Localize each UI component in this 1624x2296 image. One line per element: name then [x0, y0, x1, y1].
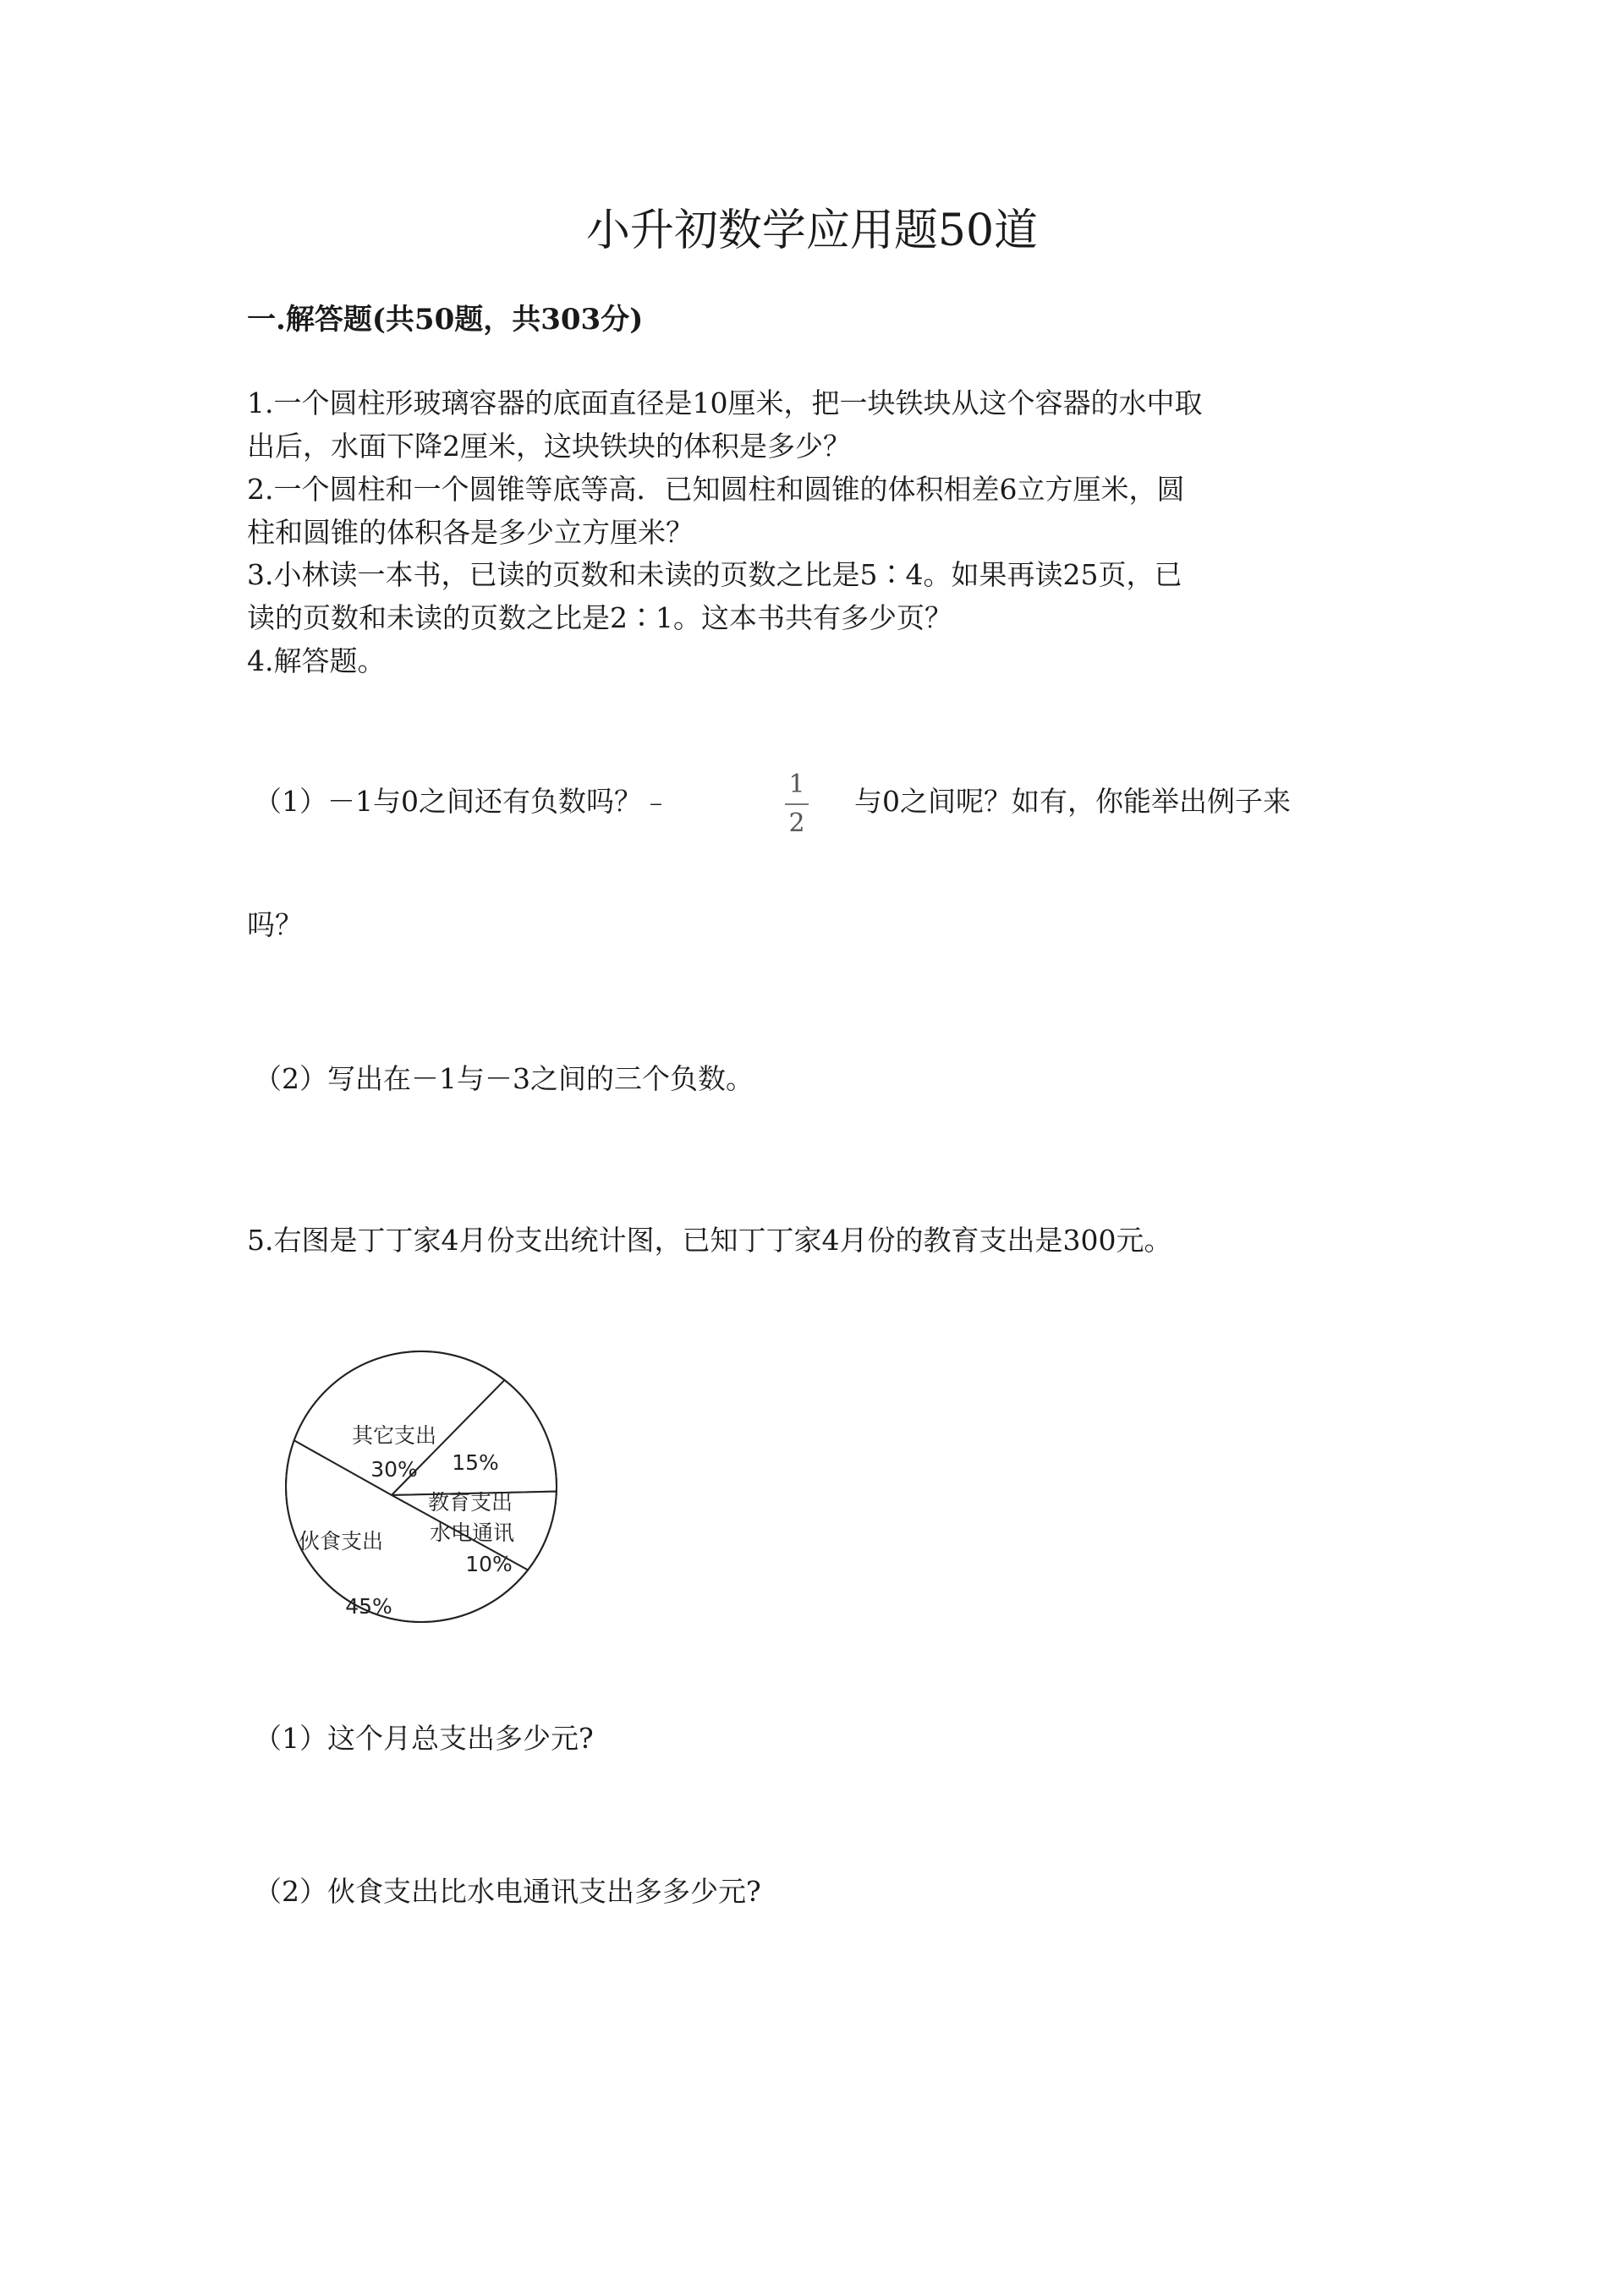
pie-label-2: 水电通讯 [429, 1521, 515, 1545]
question-1-line-2: 出后，水面下降2厘米，这块铁块的体积是多少？ [247, 430, 851, 463]
fraction-bar [785, 803, 809, 805]
pie-percent-3: 45% [345, 1594, 392, 1619]
fraction-one-half [785, 768, 809, 841]
question-4-part-2: （2）写出在－1与－3之间的三个负数。 [254, 1062, 754, 1095]
question-4-part-1-b: 与0之间呢？如有，你能举出例子来 [854, 785, 1291, 818]
question-4-stem: 4.解答题。 [247, 644, 386, 677]
question-1 [247, 381, 1397, 468]
question-3-line-2: 读的页数和未读的页数之比是2∶1。这本书共有多少页？ [247, 601, 952, 634]
question-5-part-2: （2）伙食支出比水电通讯支出多多少元? [254, 1875, 761, 1908]
question-2 [247, 468, 1397, 554]
expense-pie-chart [262, 1345, 575, 1632]
pie-percent-2: 10% [465, 1552, 513, 1576]
pie-chart-svg [262, 1345, 575, 1632]
pie-label-0: 其它支出 [351, 1423, 437, 1448]
question-2-line-1: 2.一个圆柱和一个圆锥等底等高．已知圆柱和圆锥的体积相差6立方厘米，圆 [247, 473, 1185, 506]
question-3-line-1: 3.小林读一本书，已读的页数和未读的页数之比是5∶4。如果再读25页，已 [247, 558, 1182, 591]
fraction-numerator: 1 [788, 770, 805, 799]
question-5-stem: 5.右图是丁丁家4月份支出统计图，已知丁丁家4月份的教育支出是300元。 [247, 1224, 1172, 1257]
question-4-part-1-c: 吗？ [247, 908, 303, 941]
question-2-line-2: 柱和圆锥的体积各是多少立方厘米？ [247, 516, 694, 549]
question-5-part-1: （1）这个月总支出多少元? [254, 1722, 594, 1755]
pie-percent-0: 30% [370, 1457, 418, 1482]
section-heading: 一.解答题(共50题，共303分) [247, 303, 644, 337]
pie-label-3: 伙食支出 [298, 1529, 384, 1553]
pie-percent-1: 15% [452, 1450, 499, 1475]
page-title: 小升初数学应用题50道 [585, 205, 1039, 256]
fraction-denominator: 2 [788, 808, 805, 838]
pie-label-1: 教育支出 [427, 1490, 513, 1515]
question-4-part-1-a: （1）－1与0之间还有负数吗？﹣ [254, 785, 670, 818]
question-3 [247, 553, 1397, 639]
question-1-line-1: 1.一个圆柱形玻璃容器的底面直径是10厘米，把一块铁块从这个容器的水中取 [247, 386, 1203, 419]
